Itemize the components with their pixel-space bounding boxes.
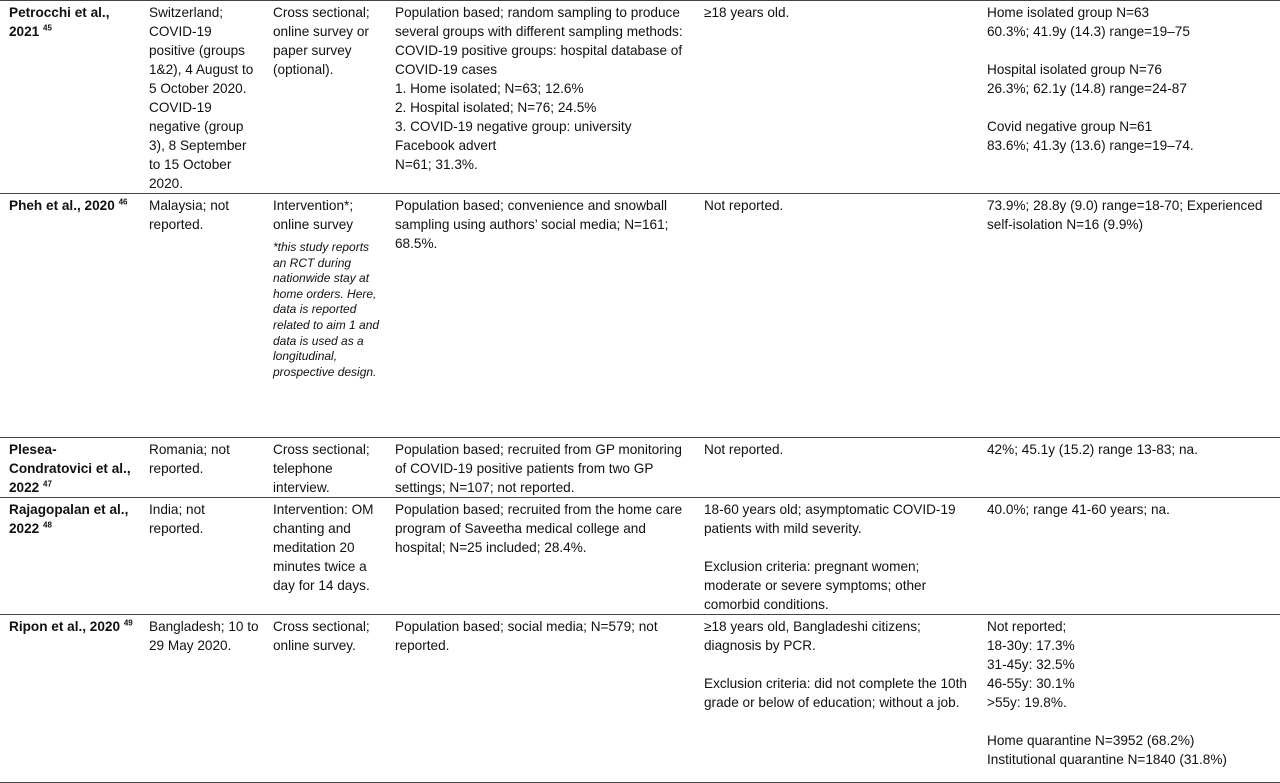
participants-cell: [978, 194, 1280, 438]
cell-line: Home isolated group N=63: [987, 5, 1150, 20]
setting-cell: Bangladesh; 10 to 29 May 2020.: [140, 615, 264, 783]
criteria-cell: [695, 1, 978, 194]
cell-line: Exclusion criteria: pregnant women; moderate or severe symptoms; other comorbid conditions.: [704, 559, 927, 612]
table-row: [0, 194, 1280, 438]
participants-cell: [978, 1, 1280, 194]
cell-line: 18-30y: 17.3%: [987, 638, 1075, 653]
design-cell: Cross sectional; telephone interview.: [264, 438, 386, 498]
cell-line: Population based; recruited from the home care program of Saveetha medical college and hospital; N=25 included; 28.4%.: [395, 502, 683, 555]
recruitment-cell: [386, 438, 695, 498]
setting-cell: Romania; not reported.: [140, 438, 264, 498]
study-name: Pheh et al., 2020: [9, 198, 115, 213]
paragraph-gap: [987, 98, 1277, 117]
criteria-cell: [695, 498, 978, 615]
reference-number: 48: [43, 520, 52, 530]
cell-line: 26.3%; 62.1y (14.8) range=24-87: [987, 81, 1187, 96]
cell-line: Institutional quarantine N=1840 (31.8%): [987, 752, 1227, 767]
criteria-cell: [695, 615, 978, 783]
cell-line: 1. Home isolated; N=63; 12.6%: [395, 81, 584, 96]
design-cell: Cross sectional; online survey.: [264, 615, 386, 783]
participants-cell: [978, 615, 1280, 783]
study-cell: [0, 615, 140, 783]
table-body: [0, 1, 1280, 783]
design-cell: Intervention: OM chanting and meditation 20 minutes twice a day for 14 days.: [264, 498, 386, 615]
cell-line: 42%; 45.1y (15.2) range 13-83; na.: [987, 442, 1198, 457]
recruitment-cell: [386, 615, 695, 783]
table-row: [0, 615, 1280, 783]
design-text: Intervention*; online survey: [273, 198, 354, 232]
cell-line: >55y: 19.8%.: [987, 695, 1067, 710]
cell-line: Population based; random sampling to produce several groups with different sampling methods:: [395, 5, 683, 39]
setting-cell: Malaysia; not reported.: [140, 194, 264, 438]
cell-line: 2. Hospital isolated; N=76; 24.5%: [395, 100, 597, 115]
participants-cell: [978, 498, 1280, 615]
cell-line: 46-55y: 30.1%: [987, 676, 1075, 691]
table-row: [0, 438, 1280, 498]
paragraph-gap: [987, 41, 1277, 60]
study-cell: [0, 194, 140, 438]
cell-line: ≥18 years old, Bangladeshi citizens; diagnosis by PCR.: [704, 619, 921, 653]
study-name: Rajagopalan et al., 2022: [9, 502, 129, 536]
recruitment-cell: [386, 194, 695, 438]
study-cell: [0, 438, 140, 498]
cell-line: 40.0%; range 41-60 years; na.: [987, 502, 1170, 517]
cell-line: Hospital isolated group N=76: [987, 62, 1162, 77]
reference-number: 49: [123, 618, 133, 628]
cell-line: 60.3%; 41.9y (14.3) range=19–75: [987, 24, 1190, 39]
cell-line: Population based; social media; N=579; not reported.: [395, 619, 658, 653]
cell-line: Exclusion criteria: did not complete the 10th grade or below of education; without a job.: [704, 676, 967, 710]
cell-line: 3. COVID-19 negative group: university Facebook advert: [395, 119, 632, 153]
paragraph-gap: [704, 538, 975, 557]
cell-line: Population based; convenience and snowball sampling using authors’ social media; N=161; 68.5%.: [395, 198, 669, 251]
setting-cell: Switzerland; COVID-19 positive (groups 1&2), 4 August to 5 October 2020. COVID-19 negative (group 3), 8 September to 15 October 2020.: [140, 1, 264, 194]
cell-line: 83.6%; 41.3y (13.6) range=19–74.: [987, 138, 1194, 153]
reference-number: 45: [43, 23, 52, 33]
cell-line: ≥18 years old.: [704, 5, 790, 20]
criteria-cell: [695, 438, 978, 498]
cell-line: COVID-19 positive groups: hospital database of COVID-19 cases: [395, 43, 683, 77]
cell-line: N=61; 31.3%.: [395, 157, 478, 172]
paragraph-gap: [704, 655, 975, 674]
study-name: Petrocchi et al., 2021: [9, 5, 110, 39]
table-row: [0, 1, 1280, 194]
table-row: [0, 498, 1280, 615]
paragraph-gap: [987, 712, 1277, 731]
recruitment-cell: [386, 1, 695, 194]
cell-line: 73.9%; 28.8y (9.0) range=18-70; Experienced self-isolation N=16 (9.9%): [987, 198, 1263, 232]
cell-line: Home quarantine N=3952 (68.2%): [987, 733, 1195, 748]
cell-line: Population based; recruited from GP monitoring of COVID-19 positive patients from two GP settings; N=107; not reported.: [395, 442, 682, 495]
reference-number: 46: [118, 197, 128, 207]
cell-line: Covid negative group N=61: [987, 119, 1153, 134]
design-cell: [264, 194, 386, 438]
participants-cell: [978, 438, 1280, 498]
cell-line: Not reported;: [987, 619, 1067, 634]
cell-line: 18-60 years old; asymptomatic COVID-19 patients with mild severity.: [704, 502, 956, 536]
setting-cell: India; not reported.: [140, 498, 264, 615]
study-name: Plesea-Condratovici et al., 2022: [9, 442, 131, 495]
design-footnote: *this study reports an RCT during nationwide stay at home orders. Here, data is reported related to aim 1 and data is used as a longitudinal, prospective design.: [273, 240, 380, 379]
criteria-cell: [695, 194, 978, 438]
recruitment-cell: [386, 498, 695, 615]
cell-line: 31-45y: 32.5%: [987, 657, 1075, 672]
study-cell: [0, 1, 140, 194]
study-name: Ripon et al., 2020: [9, 619, 121, 634]
design-cell: Cross sectional; online survey or paper survey (optional).: [264, 1, 386, 194]
study-cell: [0, 498, 140, 615]
cell-line: Not reported.: [704, 198, 784, 213]
cell-line: Not reported.: [704, 442, 784, 457]
reference-number: 47: [43, 479, 52, 489]
